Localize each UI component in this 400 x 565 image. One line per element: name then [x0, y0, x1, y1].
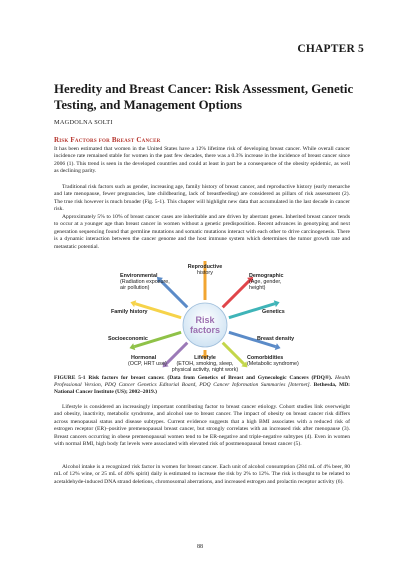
factor-lifestyle-detail-1: (ETOH, smoking, sleep, [176, 361, 234, 367]
factor-comorbidities [247, 355, 299, 367]
factor-reproductive-detail: history [197, 270, 213, 276]
factor-reproductive-title: Reproductive [187, 264, 223, 270]
center-label-line-2: factors [189, 325, 221, 335]
figure-caption-source-tail: Bethesda, MD: National Cancer Institute (US); 2002–2019.) [54, 382, 351, 396]
factor-hormonal-detail: (OCP, HRT use) [128, 361, 167, 367]
author-name: MAGDOLNA SOLTI [54, 119, 113, 126]
factor-demographic-title: Demographic [249, 273, 284, 279]
chapter-label: CHAPTER 5 [297, 43, 364, 55]
factor-reproductive [188, 264, 222, 276]
figure-caption-label: FIGURE 5-1 Risk factors for breast cancer. [54, 375, 165, 381]
factor-comorbidities-title: Comorbidities [247, 355, 284, 361]
factor-genetics: Genetics [262, 309, 285, 315]
page-number: 88 [197, 544, 203, 550]
risk-factors-figure [60, 261, 350, 373]
factor-comorbidities-detail: (Metabolic syndrome) [247, 361, 299, 367]
factor-environmental [120, 273, 170, 291]
arrow-demographic [223, 280, 250, 307]
section-heading: Risk Factors for Breast Cancer [54, 136, 161, 144]
factor-demographic-detail-1: (Age, gender, [249, 279, 282, 285]
factor-breast-density: Breast density [257, 336, 295, 342]
factor-hormonal [128, 355, 167, 367]
factor-environmental-detail-1: (Radiation exposure, [120, 279, 170, 285]
factor-environmental-title: Environmental [120, 273, 158, 279]
factor-socioeconomic: Socioeconomic [108, 336, 148, 342]
figure-caption-source-lead: (Data from Genetics of Breast and Gynecologic Cancers (PDQ®). [167, 375, 333, 381]
factor-lifestyle-detail-2: physical activity, night work) [171, 367, 239, 373]
factor-environmental-detail-2: air pollution) [120, 285, 150, 291]
paragraph-1: It has been estimated that women in the United States have a 12% lifetime risk of developing breast cancer. While overall cancer incidence rate remained stable for women in the past few decades, there was a 0.3% increase in the incidence of breast cancer since 2006 (1). This trend is seen in the developed countries and could at least in part be a consequence of the obesity epidemic, as well as declining parity. [54, 146, 350, 175]
factor-family-history: Family history [111, 309, 148, 315]
paragraph-5: Alcohol intake is a recognized risk factor in women for breast cancer. Each unit of alcohol consumption (284 mL of 4% beer, 80 mL of 12% wine, or 25 mL of 40% spirit) daily is estimated to increase the risk by 2% to 12%. The risk is thought to be related to acetaldehyde-induced DNA strand deletions, chromosomal aberrations, and increased estrogen and prolactin receptor activity (6). [54, 464, 350, 485]
paragraph-3: Approximately 5% to 10% of breast cancer cases are inheritable and are driven by aberrant genes. Inherited breast cancer tends to occur at a younger age than breast cancer in women without a genetic predisposition. Recent advances in genotyping and next generation sequencing found that germline mutations and somatic mutations interact with each other to drive carcinogenesis. There is a dynamic interaction between the cancer genome and the host immune system which determines the tumor growth rate and metastatic potential. [54, 214, 350, 250]
center-label-line-1: Risk [195, 315, 215, 325]
chapter-title: Heredity and Breast Cancer: Risk Assessment, Genetic Testing, and Management Options [54, 82, 354, 112]
factor-demographic-detail-2: height) [249, 285, 266, 291]
paragraph-2: Traditional risk factors such as gender, increasing age, family history of breast cancer, and reproductive history (early menarche and late menopause, fewer pregnancies, late childbearing, lack of breastfeeding) are considered as pillars of risk assessment (2). The true risk however is much broader (Fig. 5-1). This chapter will highlight new data that accumulated in the last decade in cancer risk. [54, 184, 350, 213]
factor-lifestyle-title: Lifestyle [194, 355, 216, 361]
factor-demographic [249, 273, 283, 291]
factor-hormonal-title: Hormonal [131, 355, 157, 361]
figure-caption [54, 375, 350, 396]
paragraph-4: Lifestyle is considered an increasingly important contributing factor to breast cancer etiology. Cohort studies link overweight and obesity, inactivity, metabolic syndrome, and alcohol use to breast cancer. The impact of obesity on breast cancer risk differs across menopausal status and disease subtypes. Current evidence suggests that a high BMI associates with a reduced risk of estrogen receptor (ER)–positive premenopausal breast cancer, but strongly correlates with an increased risk after menopause (3). Breast cancers occurring in obese premenopausal women tend to be ER-negative and triple-negative subtypes (4). Even in women with normal BMI, high body fat levels were associated with elevated risk of postmenopausal breast cancer (5). [54, 404, 350, 448]
factor-lifestyle [172, 355, 239, 373]
figure-caption-source-italic: Health Professional Version, PDQ Cancer Genetics Editorial Board, PDQ Cancer Information Summaries [Internet]. [54, 375, 351, 389]
